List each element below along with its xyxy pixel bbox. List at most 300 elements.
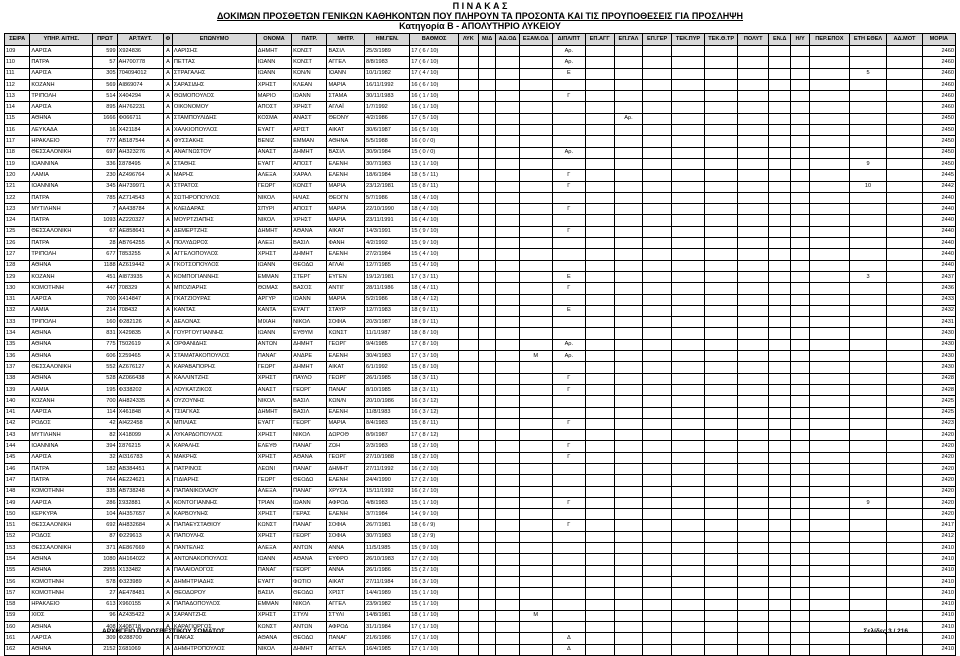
table-cell (810, 430, 850, 441)
table-cell: 24/4/1990 (365, 475, 410, 486)
table-cell (519, 339, 552, 350)
table-cell (478, 644, 496, 655)
table-cell (705, 475, 738, 486)
table-cell (705, 192, 738, 203)
table-cell: ΣΤΥΛΙ (292, 610, 327, 621)
table-cell: 4/2/1992 (365, 238, 410, 249)
table-cell: ΘΕΣΣΑΛΟΝΙΚΗ (30, 362, 93, 373)
table-cell: ΚΟΜΟΤΗΝΗ (30, 283, 93, 294)
table-cell: Α (164, 475, 173, 486)
table-cell (614, 407, 643, 418)
table-cell (849, 170, 887, 181)
table-cell (887, 238, 922, 249)
table-cell (769, 520, 791, 531)
table-row (5, 226, 956, 237)
table-cell: ΘΕΣΣΑΛΟΝΙΚΗ (30, 226, 93, 237)
table-cell (671, 644, 704, 655)
table-cell: 16/4/1985 (365, 644, 410, 655)
table-cell (738, 633, 769, 644)
table-cell: 109 (5, 46, 30, 57)
table-row (5, 452, 956, 463)
table-cell (849, 441, 887, 452)
column-header: ΑΔ.ΜΟΤ (887, 34, 922, 46)
doc-subtitle: ΔΟΚΙΜΩΝ ΠΡΟΣΘΕΤΩΝ ΓΕΝΙΚΩΝ ΚΑΘΗΚΟΝΤΩΝ ΠΟΥ ΠΛΗΡΟΥΝ ΤΑ ΠΡΟΣΟΝΤΑ ΚΑΙ ΤΙΣ ΠΡΟΥΠΟΘΕΣΕΙΣ ΓΙΑ ΠΡΟΣΛΗΨΗ (216, 11, 744, 21)
table-cell: ΔΕΛΩΝΑΣ (172, 317, 256, 328)
table-cell: Α (164, 396, 173, 407)
table-cell (769, 362, 791, 373)
table-cell (769, 238, 791, 249)
table-cell (496, 610, 519, 621)
table-cell (738, 644, 769, 655)
table-cell (585, 418, 614, 429)
table-cell (705, 396, 738, 407)
table-cell (519, 644, 552, 655)
table-cell (671, 317, 704, 328)
table-cell: Α (164, 610, 173, 621)
table-cell (478, 373, 496, 384)
table-cell (519, 407, 552, 418)
table-cell: ΑΛΕΞΙ (256, 238, 291, 249)
table-cell (671, 351, 704, 362)
table-cell (458, 294, 478, 305)
table-cell: ΛΑΡΙΣΑ (30, 452, 93, 463)
table-cell: 2450 (922, 147, 955, 158)
table-cell (738, 441, 769, 452)
column-header: ΗΜ.ΓΕΝ. (365, 34, 410, 46)
table-cell (496, 317, 519, 328)
table-cell: Α (164, 249, 173, 260)
table-cell: 2410 (922, 576, 955, 587)
table-cell (705, 305, 738, 316)
table-cell: ΝΙΚΟΛ (292, 599, 327, 610)
table-cell: ΚΛΕΑΝ (292, 79, 327, 90)
table-cell (519, 543, 552, 554)
table-cell: ΛΑΜΙΑ (30, 384, 93, 395)
table-cell: 112 (5, 79, 30, 90)
table-cell (614, 294, 643, 305)
table-cell (671, 113, 704, 124)
table-cell: ΔΗΜΗΤ (292, 339, 327, 350)
table-cell: Χ461848 (117, 407, 163, 418)
table-cell: Α (164, 351, 173, 362)
table-cell: 149 (5, 497, 30, 508)
table-cell (769, 430, 791, 441)
table-cell (552, 362, 585, 373)
table-cell: Αρ. (552, 57, 585, 68)
table-cell (552, 407, 585, 418)
table-cell: 12/7/1983 (365, 305, 410, 316)
table-cell: ΑΗ832684 (117, 520, 163, 531)
table-cell (769, 260, 791, 271)
table-cell: 2440 (922, 249, 955, 260)
table-cell (849, 136, 887, 147)
table-cell (738, 305, 769, 316)
table-cell: ΔΗΜΗΤ (256, 46, 291, 57)
table-cell (849, 543, 887, 554)
table-cell: Α (164, 68, 173, 79)
table-cell: 8/4/1983 (365, 418, 410, 429)
table-cell: 161 (5, 633, 30, 644)
table-cell: Γ (552, 181, 585, 192)
table-cell: 57 (93, 57, 117, 68)
table-cell: ΔΗΜΗΤΡΟΠΟΥΛΟΣ (172, 644, 256, 655)
table-cell (738, 351, 769, 362)
table-cell: ΕΥΑΓΓ (256, 418, 291, 429)
table-cell: ΣΑΡΑΣΙΔΗΣ (172, 79, 256, 90)
table-cell: ΜΑΡΙΑ (327, 418, 365, 429)
table-cell: 27/11/1992 (365, 463, 410, 474)
table-cell (810, 441, 850, 452)
table-cell: 30/6/1987 (365, 125, 410, 136)
table-cell (671, 226, 704, 237)
table-cell: 123 (5, 204, 30, 215)
table-cell (791, 373, 810, 384)
table-cell (519, 68, 552, 79)
table-cell (738, 520, 769, 531)
table-cell (887, 407, 922, 418)
table-cell: Α (164, 238, 173, 249)
table-cell: ΑΘΗΝΑ (30, 113, 93, 124)
table-cell: ΔΗΜΗΤ (292, 362, 327, 373)
table-cell: ΝΙΚΟΛ (256, 192, 291, 203)
table-cell: ΛΑΜΙΑ (30, 305, 93, 316)
table-cell (614, 192, 643, 203)
table-cell (643, 170, 672, 181)
table-cell (671, 543, 704, 554)
table-cell: ΚΩΝΣΤ (256, 622, 291, 633)
table-cell: ΑΝΑΣΤ (256, 147, 291, 158)
table-cell (810, 283, 850, 294)
table-cell: ΒΑΣΟΣ (292, 283, 327, 294)
table-cell (585, 599, 614, 610)
table-cell: Φ066711 (117, 113, 163, 124)
table-cell (705, 543, 738, 554)
table-cell: 153 (5, 543, 30, 554)
table-cell (478, 418, 496, 429)
table-cell (478, 158, 496, 169)
table-cell (496, 576, 519, 587)
table-cell (810, 102, 850, 113)
table-cell (849, 509, 887, 520)
table-cell (810, 192, 850, 203)
table-cell: ΜΥΤΙΛΗΝΗ (30, 204, 93, 215)
table-cell: Α (164, 271, 173, 282)
table-cell: 28/11/1986 (365, 283, 410, 294)
table-cell (671, 68, 704, 79)
table-cell: ΡΟΔΟΣ (30, 418, 93, 429)
table-cell (810, 57, 850, 68)
table-cell (810, 362, 850, 373)
table-cell (496, 543, 519, 554)
table-cell: ΦΩΤΙΟ (292, 576, 327, 587)
table-cell (887, 102, 922, 113)
table-cell (769, 57, 791, 68)
table-cell: Α (164, 147, 173, 158)
table-cell (478, 102, 496, 113)
table-cell: 1080 (93, 554, 117, 565)
table-cell: 26/7/1981 (365, 520, 410, 531)
table-cell (478, 68, 496, 79)
table-cell (887, 113, 922, 124)
table-cell (643, 46, 672, 57)
table-cell (496, 452, 519, 463)
table-cell (887, 565, 922, 576)
table-cell: 18 ( 2 / 9) (410, 531, 459, 542)
table-cell (671, 283, 704, 294)
table-cell (496, 68, 519, 79)
table-cell: ΜΙΧΑΗ (256, 317, 291, 328)
table-cell (478, 384, 496, 395)
table-row (5, 238, 956, 249)
table-cell (810, 418, 850, 429)
table-cell (478, 430, 496, 441)
table-cell (705, 339, 738, 350)
table-cell: ΚΩΝΣΤ (292, 46, 327, 57)
table-cell (849, 57, 887, 68)
table-cell: Ε (552, 271, 585, 282)
table-cell: ΑΗ700778 (117, 57, 163, 68)
table-cell (705, 463, 738, 474)
table-cell (458, 531, 478, 542)
table-cell: Γ (552, 520, 585, 531)
table-cell: 158 (5, 599, 30, 610)
table-cell (643, 588, 672, 599)
table-cell: 14/3/1991 (365, 226, 410, 237)
table-cell: 17 ( 8 / 10) (410, 339, 459, 350)
table-cell (705, 520, 738, 531)
table-cell (671, 102, 704, 113)
table-cell (738, 125, 769, 136)
table-cell (585, 362, 614, 373)
table-cell: ΔΗΜΗΤ (292, 249, 327, 260)
table-cell (643, 599, 672, 610)
table-cell: ΛΕΩΝΙ (256, 463, 291, 474)
table-cell (791, 351, 810, 362)
table-cell (458, 418, 478, 429)
table-cell (496, 475, 519, 486)
table-cell: 160 (93, 317, 117, 328)
table-cell: ΑΗ762231 (117, 102, 163, 113)
table-cell: 2437 (922, 271, 955, 282)
table-cell (738, 407, 769, 418)
table-cell: 125 (5, 226, 30, 237)
table-cell (738, 147, 769, 158)
table-cell: ΜΠΟΖΙΑΡΗΣ (172, 283, 256, 294)
table-cell (791, 430, 810, 441)
table-cell: ΚΑΡΑΛΗΣ (172, 441, 256, 452)
table-cell: 17 ( 2 / 10) (410, 554, 459, 565)
table-cell (738, 204, 769, 215)
table-cell (614, 644, 643, 655)
table-cell (849, 339, 887, 350)
table-cell: ΣΤΡΑΓΑΛΗΣ (172, 68, 256, 79)
table-cell: ΧΑΡΑΛ (292, 170, 327, 181)
table-cell (478, 181, 496, 192)
table-cell: ΑΖ619442 (117, 260, 163, 271)
table-cell: 154 (5, 554, 30, 565)
table-cell (810, 384, 850, 395)
table-cell (643, 305, 672, 316)
table-cell: ΑΙ873935 (117, 271, 163, 282)
table-cell: ΧΡΗΣΤ (256, 249, 291, 260)
table-cell: ΑΘΗΝΑ (327, 136, 365, 147)
table-cell (887, 362, 922, 373)
table-cell (769, 610, 791, 621)
column-header: ΛΥΚ (458, 34, 478, 46)
table-cell (769, 339, 791, 350)
table-cell (671, 158, 704, 169)
table-cell: ΧΡΗΣΤ (292, 102, 327, 113)
table-cell (519, 554, 552, 565)
table-cell (478, 113, 496, 124)
table-cell: Φ288700 (117, 633, 163, 644)
table-cell: 67 (93, 226, 117, 237)
table-cell (458, 497, 478, 508)
table-cell (769, 486, 791, 497)
table-cell: ΔΕΜΕΡΤΖΗΣ (172, 226, 256, 237)
table-cell (671, 452, 704, 463)
table-cell: ΔΗΜΗΤ (327, 463, 365, 474)
table-cell: ΣΟΦΙΑ (327, 520, 365, 531)
table-cell (769, 91, 791, 102)
table-cell: Α (164, 79, 173, 90)
table-row (5, 339, 956, 350)
table-cell (849, 452, 887, 463)
table-cell: Α (164, 531, 173, 542)
table-cell: Α (164, 588, 173, 599)
table-cell: 26/10/1983 (365, 554, 410, 565)
column-header: ΜΟΡΙΑ (922, 34, 955, 46)
table-cell (705, 125, 738, 136)
table-cell: ΑΝΑΓΝΩΣΤΟΥ (172, 147, 256, 158)
table-row (5, 486, 956, 497)
table-cell (585, 294, 614, 305)
table-cell (671, 430, 704, 441)
table-row (5, 588, 956, 599)
table-cell (849, 430, 887, 441)
table-cell (738, 384, 769, 395)
table-cell (738, 317, 769, 328)
table-cell: ΣΩΤΗΡΟΠΟΥΛΟΣ (172, 192, 256, 203)
table-cell (478, 260, 496, 271)
table-cell (519, 125, 552, 136)
table-cell: ΑΝΤΩΝΑΚΟΠΟΥΛΟΣ (172, 554, 256, 565)
table-cell (585, 226, 614, 237)
table-cell: ΠΑΝΤΕΛΗΣ (172, 543, 256, 554)
table-cell (458, 407, 478, 418)
table-cell (519, 238, 552, 249)
table-cell: 21/6/1986 (365, 633, 410, 644)
table-cell: Α (164, 497, 173, 508)
table-cell (671, 170, 704, 181)
table-cell (810, 46, 850, 57)
table-cell: 16 ( 2 / 10) (410, 486, 459, 497)
table-cell (643, 543, 672, 554)
table-cell (478, 125, 496, 136)
table-cell (496, 204, 519, 215)
table-cell (458, 328, 478, 339)
table-cell (585, 475, 614, 486)
table-cell: ΤΣΙΑΓΚΑΣ (172, 407, 256, 418)
table-cell: ΗΛΙΑΣ (292, 192, 327, 203)
table-cell: 156 (5, 576, 30, 587)
table-cell: ΧΡΗΣΤ (256, 610, 291, 621)
table-cell (458, 136, 478, 147)
table-cell (810, 610, 850, 621)
table-cell: ΑΙ869074 (117, 79, 163, 90)
table-cell: 17 ( 5 / 10) (410, 113, 459, 124)
table-cell (810, 215, 850, 226)
table-cell: Γ (552, 418, 585, 429)
table-cell: ΣΤΕΡΓ (292, 271, 327, 282)
table-cell (478, 271, 496, 282)
table-cell (887, 588, 922, 599)
table-cell: ΑΒ187544 (117, 136, 163, 147)
table-cell (671, 520, 704, 531)
table-cell (849, 226, 887, 237)
table-cell: 7 (93, 204, 117, 215)
table-cell (849, 305, 887, 316)
table-cell (478, 147, 496, 158)
table-cell (552, 238, 585, 249)
table-cell: 132 (5, 305, 30, 316)
table-cell (705, 588, 738, 599)
table-row (5, 384, 956, 395)
table-cell: ΙΩΑΝΝ (256, 57, 291, 68)
table-cell (458, 509, 478, 520)
table-cell (458, 125, 478, 136)
table-cell (849, 531, 887, 542)
table-cell: 16 ( 6 / 10) (410, 79, 459, 90)
table-cell (614, 328, 643, 339)
table-cell: 2431 (922, 317, 955, 328)
table-cell (643, 328, 672, 339)
table-cell: 28 (93, 238, 117, 249)
table-cell: 8/8/1983 (365, 57, 410, 68)
table-cell (887, 147, 922, 158)
table-cell (552, 509, 585, 520)
table-cell: 552 (93, 362, 117, 373)
table-cell: 3 (849, 271, 887, 282)
table-cell (791, 531, 810, 542)
table-cell: Α (164, 46, 173, 57)
table-cell: 18 ( 4 / 11) (410, 283, 459, 294)
table-cell: 15 ( 4 / 10) (410, 260, 459, 271)
document-header (0, 0, 960, 31)
table-cell: 2420 (922, 441, 955, 452)
table-cell: 9/4/1985 (365, 339, 410, 350)
table-cell: 345 (93, 181, 117, 192)
table-cell: 371 (93, 543, 117, 554)
table-cell (849, 407, 887, 418)
table-cell: 148 (5, 486, 30, 497)
table-cell (496, 91, 519, 102)
table-cell: ΕΛΕΥΘ (256, 441, 291, 452)
table-cell: ΙΩΑΝΝ (292, 497, 327, 508)
table-cell (810, 520, 850, 531)
table-cell (887, 486, 922, 497)
table-cell: ΑΕ867669 (117, 543, 163, 554)
table-cell (769, 158, 791, 169)
table-row (5, 644, 956, 655)
table-cell: ΑΙ316783 (117, 452, 163, 463)
table-cell: ΜΟΥΡΤΖΙΑΠΗΣ (172, 215, 256, 226)
table-cell (614, 147, 643, 158)
table-cell (810, 543, 850, 554)
table-cell: ΕΛΕΝΗ (327, 249, 365, 260)
table-cell: ΓΕΩΡΓ (292, 565, 327, 576)
table-cell: 162 (5, 644, 30, 655)
